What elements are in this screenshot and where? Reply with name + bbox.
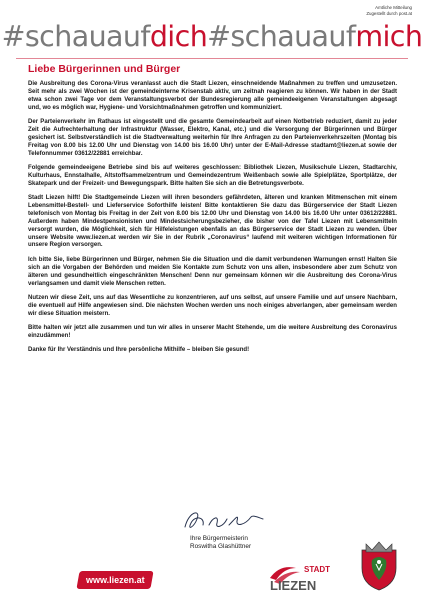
- letter-greeting: Liebe Bürgerinnen und Bürger: [28, 63, 181, 75]
- hashtag-part-2: dich: [149, 20, 208, 53]
- paragraph-1: Die Ausbreitung des Corona-Virus veranlasst auch die Stadt Liezen, einschneidende Maßnahmen zu treffen und umzusetzen. Seit mehr als zwei Wochen ist der gemeindeinterne Krisenstab aktiv, um zeitnah reagieren zu können. Wir haben in der Stadt etwa schon zwei Tage vor dem Veranstaltungsverbot der Bundesregierung alle gemeindeeigenen Veranstaltungen abgesagt und, wo es möglich war, Hygiene- und Vorsichtmaßnahmen getroffen und kommuniziert.: [28, 81, 397, 111]
- notice-line-1: Amtliche Mitteilung: [375, 5, 412, 10]
- notice-line-2: Zugestellt durch post.at: [366, 11, 412, 16]
- logo-word-bottom: LIEZEN: [270, 578, 317, 592]
- handwritten-signature: [179, 505, 269, 535]
- coat-of-arms-icon: [358, 540, 400, 592]
- signature-title: Ihre Bürgermeisterin: [190, 535, 248, 542]
- paragraph-5: Ich bitte Sie, liebe Bürgerinnen und Bürger, nehmen Sie die Situation und die damit verbundenen Warnungen ernst! Halten Sie sich an die Vorgaben der Behörden und meiden Sie Kontakte zum Schutz von uns allen, insbesondere aber zum Schutz von älteren und gesundheitlich eingeschränkten Menschen! Denn nur gemeinsam können wir die Ausbreitung des Corona-Virus verlangsamen und damit viele Menschen retten.: [28, 256, 397, 287]
- hashtag-part-3: #schauauf: [207, 20, 356, 53]
- stadt-liezen-logo: [268, 560, 334, 592]
- hashtag-part-1: #schauauf: [1, 20, 150, 53]
- header-divider: [16, 58, 408, 59]
- paragraph-2: Der Parteienverkehr im Rathaus ist eingestellt und die gesamte Gemeindearbeit auf einen Notbetrieb reduziert, damit zu jeder Zeit die Aufrechterhaltung der Infrastruktur (Wasser, Elektro, Kanal, etc.) und die Versorgung der Bürgerinnen und Bürger gesichert ist. Selbstverständlich ist die Stadtverwaltung weiterhin für Ihre Anfragen zu den Parteienverkehrszeiten (Montag bis Freitag von 8.00 bis 12.00 Uhr und Dienstag von 14.00 bis 16.00 Uhr) unter der E-Mail-Adresse stadtamt@liezen.at sowie der Telefonnummer 03612/22881 erreichbar.: [28, 119, 397, 157]
- letter-body: [28, 62, 397, 361]
- paragraph-6: Nutzen wir diese Zeit, uns auf das Wesentliche zu konzentrieren, auf uns selbst, auf unsere Familie und auf unsere Nachbarn, die eventuell auf Hilfe angewiesen sind. Die nächsten Wochen werden uns noch einiges abverlangen, aber gemeinsam werden wir diese Situation meistern.: [28, 294, 397, 317]
- logo-word-top: STADT: [304, 565, 331, 574]
- paragraph-3: Folgende gemeindeeigene Betriebe sind bis auf weiteres geschlossen: Bibliothek Liezen, Musikschule Liezen, Stadtarchiv, Kulturhaus, Ennstalhalle, Altstoffsammelzentrum und Gemeindezentrum Weißenbach sowie alle Spielplätze, Sportplätze, der Skatepark und der Freizeit- und Bewegungspark. Bitte halten Sie sich an die Betretungsverbote.: [28, 164, 397, 187]
- website-link[interactable]: www.liezen.at: [76, 571, 153, 589]
- paragraph-8: Danke für Ihr Verständnis und Ihre persönliche Mithilfe – bleiben Sie gesund!: [28, 347, 250, 354]
- hashtag-part-4: mich: [355, 20, 423, 53]
- paragraph-7: Bitte halten wir jetzt alle zusammen und tun wir alles in unserer Macht Stehende, um die weitere Ausbreitung des Coronavirus einzudämmen!: [28, 324, 397, 339]
- paragraph-4: Stadt Liezen hilft! Die Stadtgemeinde Liezen will ihren besonders gefährdeten, älteren und kranken Mitmenschen mit einem Lebensmittel-Bestell- und Lieferservice Soforthilfe leisten! Bitte kontaktieren Sie dazu das Bürgerservice der Stadt Liezen telefonisch von Montag bis Freitag in der Zeit von 8.00 bis 12.00 Uhr und Dienstag von 14.00 bis 16.00 Uhr unter 03612/22881. Außerdem haben Mindestpensionisten und Mindestsicherungsbezieher, die bisher von der Tafel Liezen mit Lebensmitteln versorgt wurden, die Möglichkeit, sich für Hilfeleistungen ebenfalls an das Bürgerservice der Stadt Liezen zu wenden. Über unsere Website www.liezen.at werden wir Sie in der Rubrik „Coronavirus“ laufend mit weiteren wichtigen Informationen für unsere Region versorgen.: [28, 195, 397, 249]
- campaign-hashtag: [0, 19, 424, 55]
- official-notice: [366, 5, 412, 17]
- signature-name: Roswitha Glashüttner: [190, 543, 252, 550]
